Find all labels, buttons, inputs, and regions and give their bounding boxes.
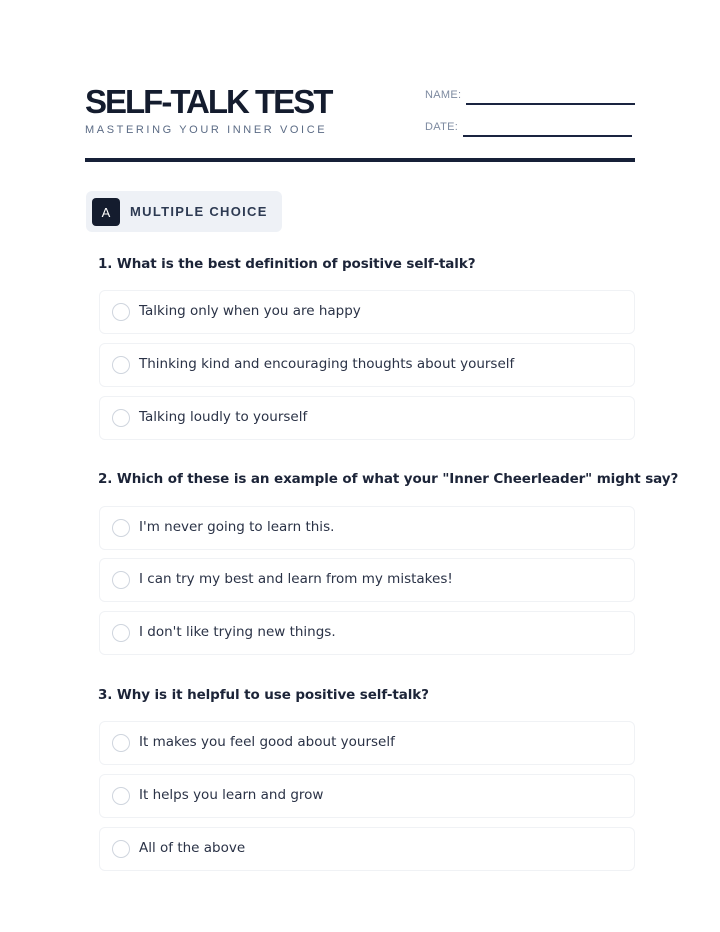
- date-field[interactable]: [463, 135, 632, 137]
- section-letter-badge: A: [92, 198, 120, 226]
- radio-button[interactable]: [112, 787, 130, 805]
- option-label: Talking only when you are happy: [139, 303, 361, 319]
- radio-button[interactable]: [112, 519, 130, 537]
- option-label: I can try my best and learn from my mistakes!: [139, 571, 453, 587]
- option-label: Talking loudly to yourself: [139, 409, 308, 425]
- radio-button[interactable]: [112, 303, 130, 321]
- question-2-option-1[interactable]: [99, 506, 635, 550]
- question-3: 3. Why is it helpful to use positive self-talk?: [98, 687, 429, 703]
- radio-button[interactable]: [112, 409, 130, 427]
- question-1-option-2[interactable]: [99, 343, 635, 387]
- header-divider: [85, 158, 635, 162]
- question-2-option-2[interactable]: [99, 558, 635, 602]
- question-3-option-3[interactable]: [99, 827, 635, 871]
- date-label: DATE:: [425, 121, 459, 133]
- section-title: MULTIPLE CHOICE: [130, 204, 268, 219]
- question-1-option-1[interactable]: [99, 290, 635, 334]
- question-1-option-3[interactable]: [99, 396, 635, 440]
- page-subtitle: MASTERING YOUR INNER VOICE: [85, 124, 328, 136]
- question-1: 1. What is the best definition of positive self-talk?: [98, 256, 476, 272]
- page-title: SELF-TALK TEST: [85, 83, 332, 120]
- question-2-option-3[interactable]: [99, 611, 635, 655]
- question-3-option-1[interactable]: [99, 721, 635, 765]
- radio-button[interactable]: [112, 840, 130, 858]
- section-header: [86, 191, 282, 232]
- name-label: NAME:: [425, 89, 462, 101]
- question-3-option-2[interactable]: [99, 774, 635, 818]
- name-field[interactable]: [466, 103, 635, 105]
- option-label: Thinking kind and encouraging thoughts about yourself: [139, 356, 515, 372]
- option-label: It makes you feel good about yourself: [139, 734, 395, 750]
- question-2: 2. Which of these is an example of what your "Inner Cheerleader" might say?: [98, 471, 679, 487]
- radio-button[interactable]: [112, 356, 130, 374]
- option-label: I'm never going to learn this.: [139, 519, 335, 535]
- option-label: It helps you learn and grow: [139, 787, 324, 803]
- worksheet-header: [85, 84, 635, 162]
- option-label: All of the above: [139, 840, 246, 856]
- radio-button[interactable]: [112, 734, 130, 752]
- radio-button[interactable]: [112, 571, 130, 589]
- radio-button[interactable]: [112, 624, 130, 642]
- option-label: I don't like trying new things.: [139, 624, 336, 640]
